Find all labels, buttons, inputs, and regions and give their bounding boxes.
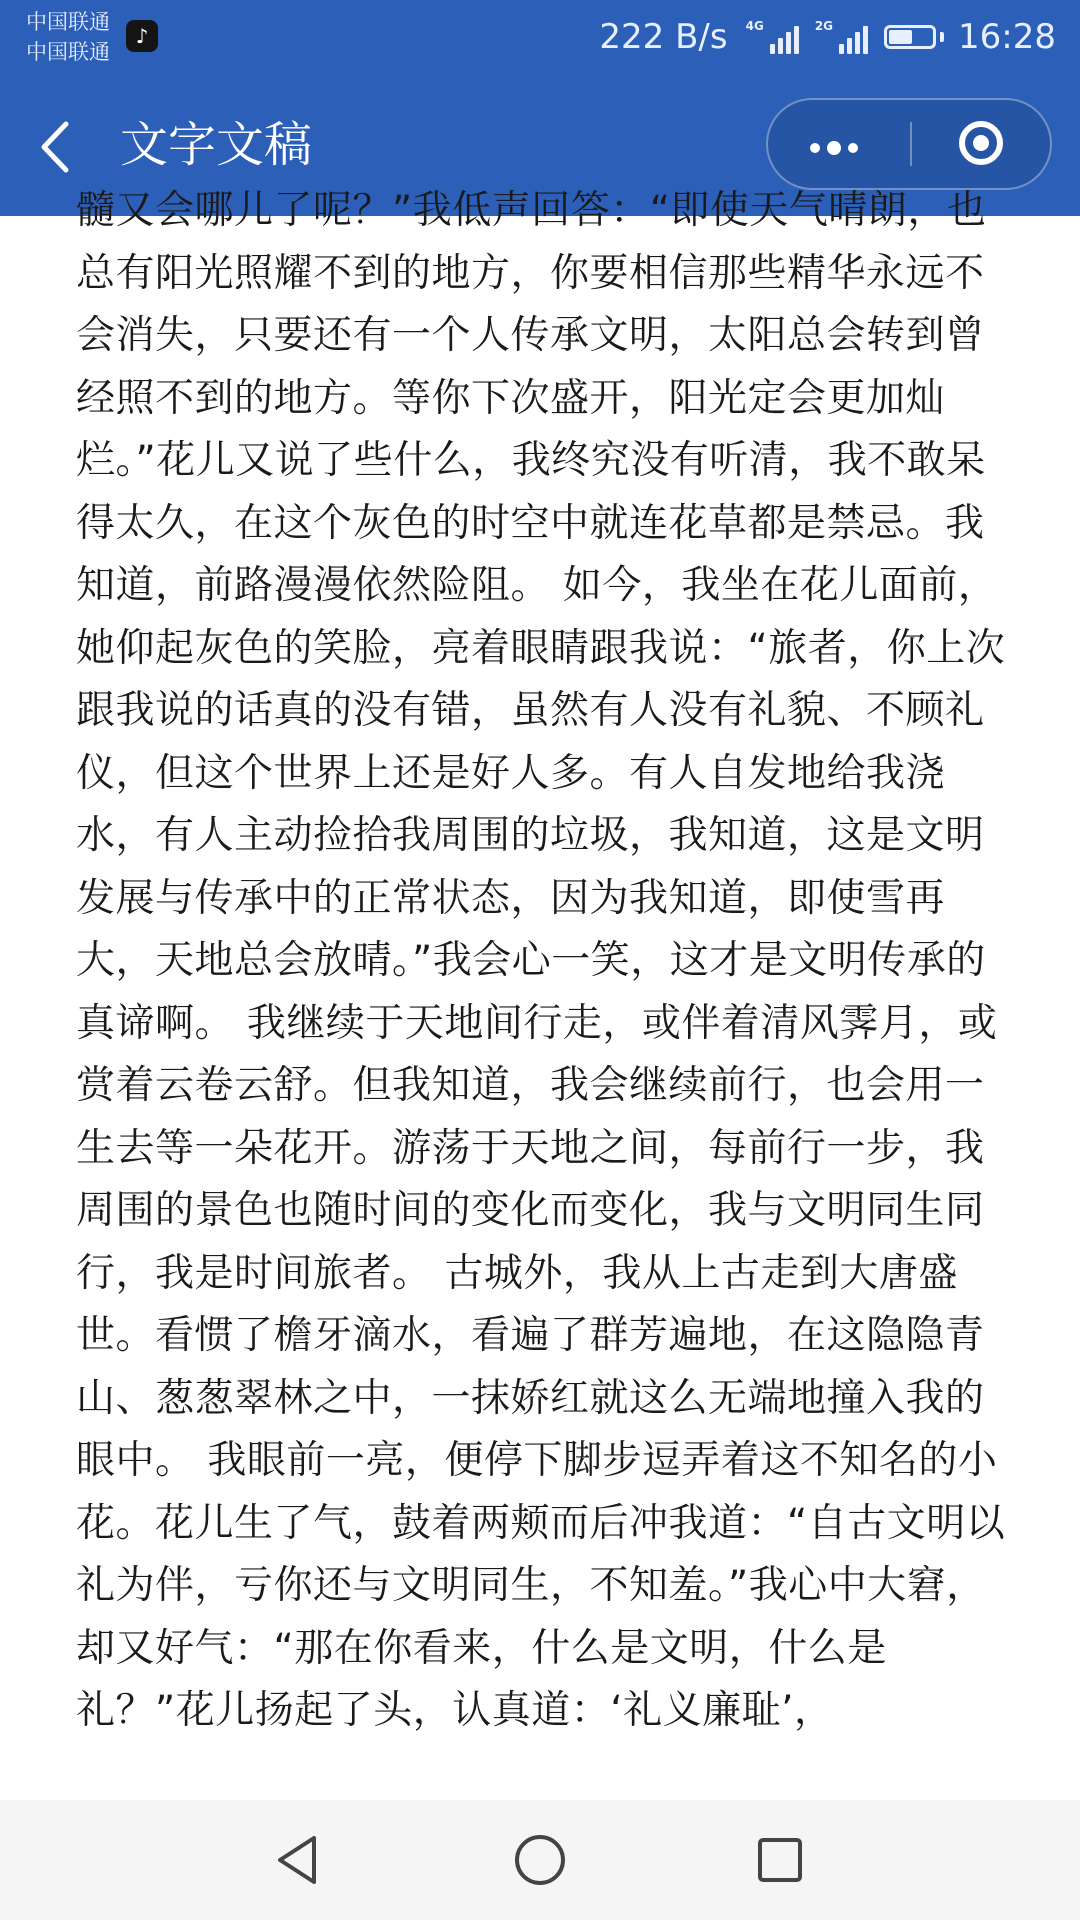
tiktok-icon: ♪: [126, 20, 158, 52]
nav-home-button[interactable]: [508, 1828, 572, 1892]
carrier-1: 中国联通: [26, 10, 110, 34]
carrier-2: 中国联通: [26, 40, 110, 64]
status-bar: [0, 0, 1080, 78]
status-indicators: [599, 14, 1056, 60]
article-content[interactable]: [0, 188, 1080, 1800]
nav-recents-button[interactable]: [748, 1828, 812, 1892]
close-button[interactable]: [912, 100, 1050, 188]
chevron-left-icon: [30, 114, 90, 180]
navigation-bar: [0, 1800, 1080, 1920]
more-dots-icon: [810, 138, 865, 157]
mini-program-capsule: [766, 98, 1052, 190]
battery-icon: [884, 25, 936, 49]
signal-2g-label: 2G: [814, 19, 834, 33]
net-speed: 222 B/s: [599, 17, 728, 57]
page-title: 文字文稿: [120, 117, 313, 173]
clock: 16:28: [958, 17, 1056, 57]
signal-4g-label: 4G: [745, 19, 764, 33]
triangle-back-icon: [268, 1828, 332, 1892]
circle-home-icon: [508, 1828, 572, 1892]
nav-back-button[interactable]: [268, 1828, 332, 1892]
target-circle-icon: [959, 121, 1003, 165]
more-button[interactable]: [768, 100, 910, 188]
signal-4g-icon: [746, 20, 799, 54]
signal-2g-icon: [815, 20, 868, 54]
square-recents-icon: [748, 1828, 812, 1892]
battery-tip: [940, 32, 944, 42]
back-button[interactable]: [30, 114, 90, 180]
article-text: 髓又会哪儿了呢？”我低声回答：“即使天气晴朗，也总有阳光照耀不到的地方，你要相信那些精华永远不会消失，只要还有一个人传承文明，太阳总会转到曾经照不到的地方。等你下次盛开，阳光定会更加灿烂。”花儿又说了些什么，我终究没有听清，我不敢呆得太久，在这个灰色的时空中就连花草都是禁忌。我知道，前路漫漫依然险阻。 如今，我坐在花儿面前，她仰起灰色的笑脸，亮着眼睛跟我说：“旅者，你上次跟我说的话真的没有错，虽然有人没有礼貌、不顾礼仪，但这个世界上还是好人多。有人自发地给我浇水，有人主动捡拾我周围的垃圾，我知道，这是文明发展与传承中的正常状态，因为我知道，即使雪再大，天地总会放晴。”我会心一笑，这才是文明传承的真谛啊。 我继续于天地间行走，或伴着清风霁月，或赏着云卷云舒。但我知道，我会继续前行，也会用一生去等一朵花开。游荡于天地之间，每前行一步，我周围的景色也随时间的变化而变化，我与文明同生同行，我是时间旅者。 古城外，我从上古走到大唐盛世。看惯了檐牙滴水，看遍了群芳遍地，在这隐隐青山、葱葱翠林之中，一抹娇红就这么无端地撞入我的眼中。 我眼前一亮，便停下脚步逗弄着这不知名的小花。花儿生了气，鼓着两颊而后冲我道：“自古文明以礼为伴，亏你还与文明同生，不知羞。”我心中大窘，却又好气：“那在你看来，什么是文明，什么是礼？”花儿扬起了头，认真道：‘礼义廉耻’，: [76, 188, 1006, 1733]
carrier-info: [26, 7, 110, 67]
